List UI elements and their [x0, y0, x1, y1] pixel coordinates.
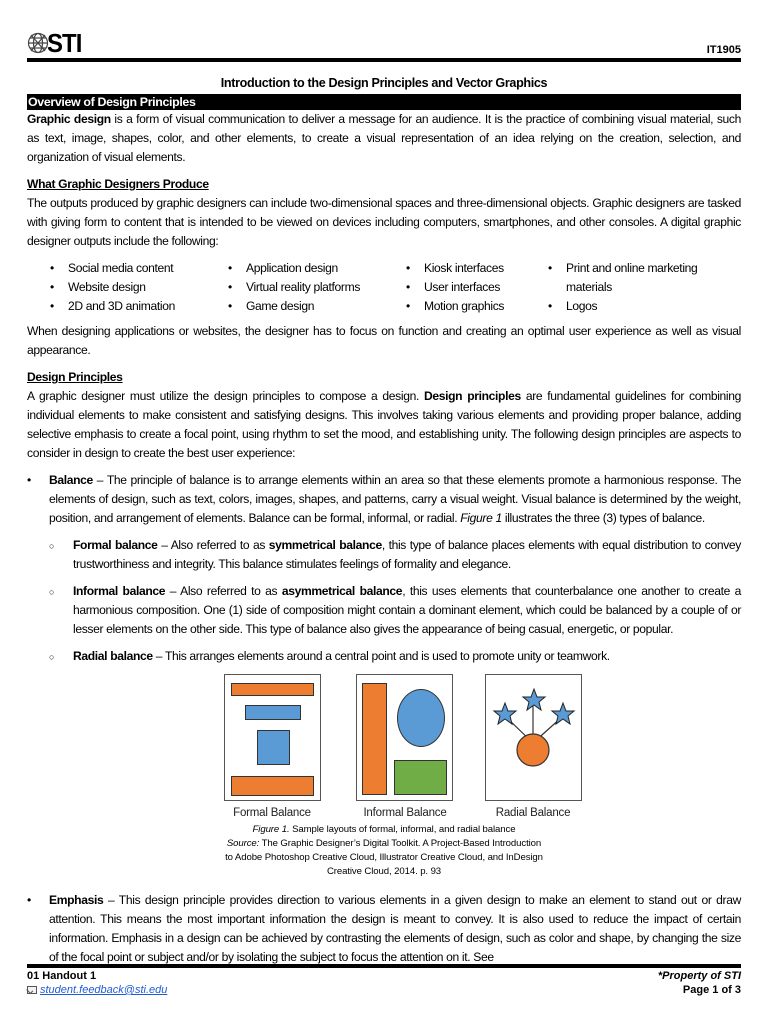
- document-page: [27, 0, 741, 1024]
- orange-bar-bottom: [231, 776, 314, 796]
- outputs-column-1: [50, 259, 228, 316]
- formal-balance-label: Formal Balance: [233, 807, 311, 819]
- list-item: • Motion graphics: [406, 297, 548, 316]
- list-item: • Kiosk interfaces: [406, 259, 548, 278]
- radial-balance-label: Radial Balance: [495, 807, 571, 819]
- document-body: [27, 74, 741, 967]
- list-item: • 2D and 3D animation: [50, 297, 228, 316]
- formal-balance-diagram: [224, 674, 321, 801]
- produce-paragraph: The outputs produced by graphic designers can include two-dimensional spaces and three-dimensional objects. Graphic designers are tasked with giving form to content that is intended to be viewed on devices including computers, smartphones, and other consoles. A digital graphic designer outputs include the following:: [27, 196, 741, 248]
- blue-ellipse: [397, 689, 445, 747]
- principles-paragraph: A graphic designer must utilize the design principles to compose a design. Design principles are fundamental guidelines for combining individual elements to make consistent and satisfying designs. This involves taking various elements and providing proper balance, adding selective emphasis to create a focal point, using rhythm to set the mood, and establishing unity. The following design principles are aspects to consider in design to create the best user experience:: [27, 389, 741, 460]
- footer-left: [27, 969, 167, 997]
- list-item: • User interfaces: [406, 278, 548, 297]
- list-item: • Virtual reality platforms: [228, 278, 406, 297]
- radial-stars-icon: [486, 675, 580, 799]
- footer-right: [658, 969, 741, 997]
- principle-term: Balance: [49, 473, 93, 487]
- informal-balance-label: Informal Balance: [363, 807, 447, 819]
- blue-square: [257, 730, 290, 765]
- feedback-email-link[interactable]: student.feedback@sti.edu: [40, 984, 168, 996]
- document-code: IT1905: [706, 44, 741, 56]
- page-title: Introduction to the Design Principles and Vector Graphics: [220, 76, 548, 90]
- logo-text: STI: [47, 28, 82, 58]
- outputs-list: [27, 259, 741, 316]
- balance-informal: ○ Informal balance – Also referred to as asymmetrical balance, this uses elements that counterbalance one another to create a harmonious composition. One (1) side of composition might contain a dominant element, which could be balanced by a couple of or lesser elements on the other side. This type of balance also gives the appearance of being casual, energetic, or popular.: [27, 582, 741, 639]
- informal-balance-diagram: [356, 674, 453, 801]
- outputs-column-2: [228, 259, 406, 316]
- section-bar: Overview of Design Principles: [27, 94, 741, 110]
- produce-closing: When designing applications or websites, the designer has to focus on function and creating an optimal user experience as well as visual appearance.: [27, 324, 741, 357]
- figure-caption: Figure 1. Sample layouts of formal, informal, and radial balance Source: The Graphic Designer’s Digital Toolkit. A Project-Based Introduction to Adobe Photoshop Creative Cloud, Illustrator Creative Cloud, and InDesign Creative Cloud, 2014. p. 93: [225, 824, 543, 877]
- intro-paragraph: Graphic design is a form of visual communication to deliver a message for an audience. It is the practice of combining visual material, such as text, image, shapes, color, and other elements, to create a visual representation of an idea relying on the creation, selection, and organization of visual elements.: [27, 112, 741, 164]
- list-item: • Print and online marketing materials: [548, 259, 718, 297]
- principle-balance: • Balance – The principle of balance is to arrange elements within an area so that these elements promote a harmonious response. The elements of design, such as text, colors, images, shapes, and patterns, carry a visual weight. Visual balance is determined by the weight, position, and arrangement of elements. Balance can be formal, informal, or radial. Figure 1 illustrates the three (3) types of balance.: [27, 471, 741, 528]
- list-item: • Website design: [50, 278, 228, 297]
- list-item: • Application design: [228, 259, 406, 278]
- blue-bar: [245, 705, 301, 720]
- outputs-column-4: [548, 259, 718, 316]
- list-item: • Game design: [228, 297, 406, 316]
- produce-heading: What Graphic Designers Produce: [27, 177, 209, 191]
- sti-logo: [27, 28, 84, 58]
- header-rule: [27, 58, 741, 62]
- intro-term: Graphic design: [27, 112, 111, 126]
- green-rectangle: [394, 760, 447, 795]
- radial-balance-diagram: [485, 674, 582, 801]
- orange-bar-top: [231, 683, 314, 696]
- globe-icon: [27, 31, 49, 55]
- figure-reference: Figure 1: [460, 511, 502, 525]
- balance-formal: ○ Formal balance – Also referred to as symmetrical balance, this type of balance places elements with equal distribution to convey trustworthiness and integrity. This balance stimulates feelings of formality and elegance.: [27, 536, 741, 574]
- principle-emphasis: • Emphasis – This design principle provides direction to various elements in a given design to make an element to stand out or draw attention. This means the most important information the design is meant to convey. It is also used to reduce the impact of certain information. Emphasis in a design can be achieved by contrasting the elements of design, such as color and shape, by changing the size of the focal point or subject and/or by isolating the subject to focus the attention on it. See: [27, 891, 741, 967]
- page-number: Page 1 of 3: [682, 984, 741, 996]
- list-item: • Social media content: [50, 259, 228, 278]
- orange-tall-bar: [362, 683, 387, 795]
- handout-label: 01 Handout 1: [27, 970, 97, 982]
- footer-rule: [27, 964, 741, 968]
- envelope-icon: [27, 986, 37, 994]
- figure-balance-types: [27, 674, 741, 826]
- principle-term: Emphasis: [49, 893, 104, 907]
- list-item: • Logos: [548, 297, 718, 316]
- principles-heading: Design Principles: [27, 370, 123, 384]
- balance-radial: ○ Radial balance – This arranges elements around a central point and is used to promote unity or teamwork.: [27, 647, 741, 666]
- property-notice: *Property of STI: [657, 970, 741, 982]
- outputs-column-3: [406, 259, 548, 316]
